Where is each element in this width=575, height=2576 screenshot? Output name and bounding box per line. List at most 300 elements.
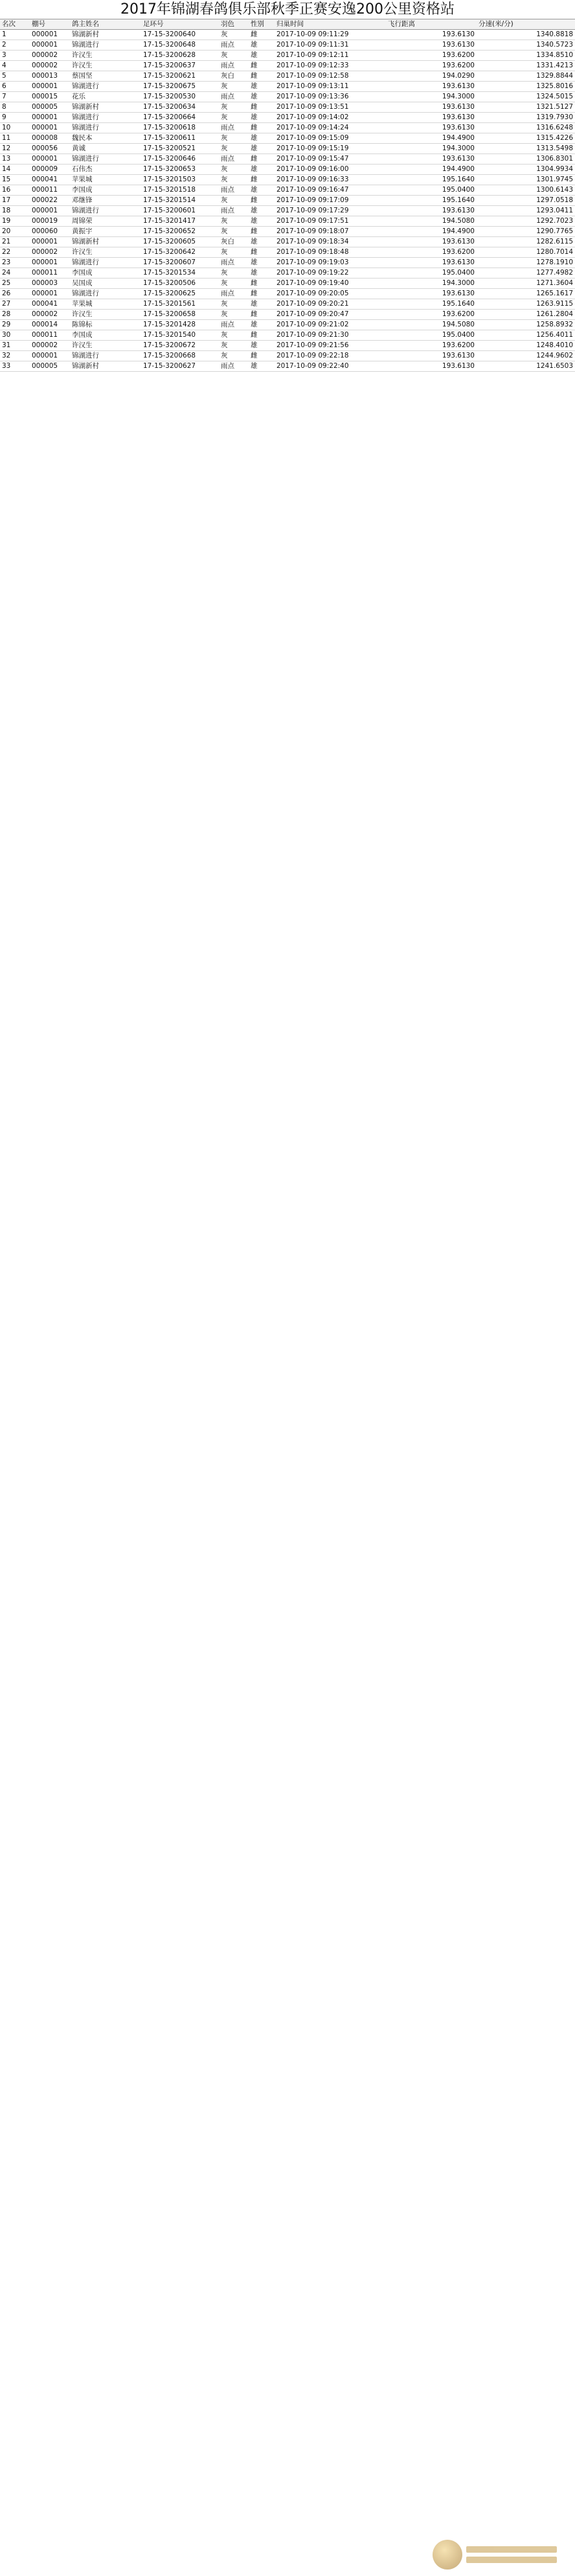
table-cell: 1340.5723	[477, 40, 575, 51]
table-cell: 000001	[30, 237, 70, 247]
table-row	[0, 310, 575, 320]
table-cell: 灰	[219, 30, 249, 40]
table-cell: 2017-10-09 09:16:47	[275, 185, 386, 196]
table-cell: 灰	[219, 330, 249, 341]
table-cell: 000002	[30, 341, 70, 351]
table-cell: 灰	[219, 51, 249, 61]
table-cell: 灰	[219, 165, 249, 175]
table-cell: 雨点	[219, 361, 249, 372]
table-cell: 26	[0, 289, 30, 299]
table-cell: 193.6130	[386, 30, 477, 40]
table-cell: 许汉生	[70, 61, 141, 71]
table-cell: 18	[0, 206, 30, 216]
table-cell: 1301.9745	[477, 175, 575, 185]
table-cell: 1292.7023	[477, 216, 575, 227]
table-cell: 雌	[249, 196, 275, 206]
table-cell: 雄	[249, 113, 275, 123]
table-cell: 193.6200	[386, 51, 477, 61]
table-cell: 9	[0, 113, 30, 123]
table-cell: 000002	[30, 247, 70, 258]
table-cell: 锦湖新村	[70, 237, 141, 247]
table-cell: 000005	[30, 361, 70, 372]
table-cell: 雨点	[219, 40, 249, 51]
table-cell: 000002	[30, 51, 70, 61]
table-cell: 17-15-3201503	[141, 175, 219, 185]
column-header: 鸽主姓名	[70, 19, 141, 30]
table-cell: 12	[0, 144, 30, 154]
table-cell: 李国成	[70, 330, 141, 341]
table-cell: 灰	[219, 268, 249, 279]
table-cell: 1280.7014	[477, 247, 575, 258]
table-cell: 000041	[30, 299, 70, 310]
table-cell: 17-15-3200668	[141, 351, 219, 361]
table-cell: 16	[0, 185, 30, 196]
table-cell: 193.6130	[386, 113, 477, 123]
table-cell: 周锦荣	[70, 216, 141, 227]
table-cell: 1331.4213	[477, 61, 575, 71]
table-cell: 灰	[219, 227, 249, 237]
table-cell: 17-15-3200618	[141, 123, 219, 133]
table-cell: 灰	[219, 82, 249, 92]
table-cell: 雌	[249, 289, 275, 299]
table-cell: 2017-10-09 09:11:31	[275, 40, 386, 51]
table-cell: 许汉生	[70, 341, 141, 351]
table-cell: 1316.6248	[477, 123, 575, 133]
page-title: 2017年锦湖春鸽俱乐部秋季正赛安逸200公里资格站	[0, 0, 575, 19]
table-cell: 17-15-3200637	[141, 61, 219, 71]
table-cell: 1282.6115	[477, 237, 575, 247]
table-cell: 000001	[30, 123, 70, 133]
table-cell: 石伟杰	[70, 165, 141, 175]
table-cell: 雄	[249, 258, 275, 268]
table-cell: 灰	[219, 102, 249, 113]
table-row	[0, 351, 575, 361]
column-header: 归巢时间	[275, 19, 386, 30]
table-cell: 锦湖进行	[70, 82, 141, 92]
table-cell: 1258.8932	[477, 320, 575, 330]
table-cell: 6	[0, 82, 30, 92]
table-cell: 灰	[219, 247, 249, 258]
table-row	[0, 185, 575, 196]
table-cell: 雌	[249, 330, 275, 341]
table-cell: 17-15-3200658	[141, 310, 219, 320]
table-cell: 雄	[249, 40, 275, 51]
table-cell: 195.0400	[386, 268, 477, 279]
table-cell: 2017-10-09 09:12:58	[275, 71, 386, 82]
table-cell: 2017-10-09 09:21:02	[275, 320, 386, 330]
table-cell: 17-15-3200640	[141, 30, 219, 40]
table-cell: 雨点	[219, 154, 249, 165]
table-cell: 193.6200	[386, 341, 477, 351]
table-cell: 2017-10-09 09:22:40	[275, 361, 386, 372]
table-header	[0, 19, 575, 30]
table-cell: 23	[0, 258, 30, 268]
table-cell: 锦湖进行	[70, 123, 141, 133]
table-row	[0, 227, 575, 237]
table-cell: 000001	[30, 289, 70, 299]
table-cell: 15	[0, 175, 30, 185]
table-cell: 193.6130	[386, 361, 477, 372]
watermark-text	[466, 2546, 557, 2563]
table-cell: 10	[0, 123, 30, 133]
table-cell: 13	[0, 154, 30, 165]
table-cell: 2017-10-09 09:16:33	[275, 175, 386, 185]
table-cell: 17-15-3200625	[141, 289, 219, 299]
table-row	[0, 341, 575, 351]
table-cell: 灰	[219, 216, 249, 227]
table-cell: 195.0400	[386, 330, 477, 341]
table-cell: 193.6130	[386, 82, 477, 92]
table-cell: 17-15-3200648	[141, 40, 219, 51]
table-cell: 000041	[30, 175, 70, 185]
table-cell: 灰	[219, 310, 249, 320]
table-cell: 雄	[249, 341, 275, 351]
column-header: 羽色	[219, 19, 249, 30]
table-cell: 2017-10-09 09:22:18	[275, 351, 386, 361]
table-row	[0, 113, 575, 123]
table-cell: 1261.2804	[477, 310, 575, 320]
table-cell: 雄	[249, 320, 275, 330]
table-cell: 雄	[249, 299, 275, 310]
column-header: 棚号	[30, 19, 70, 30]
table-cell: 194.3000	[386, 279, 477, 289]
table-cell: 2017-10-09 09:21:56	[275, 341, 386, 351]
table-cell: 2017-10-09 09:20:21	[275, 299, 386, 310]
table-row	[0, 123, 575, 133]
table-cell: 17-15-3200521	[141, 144, 219, 154]
table-cell: 000060	[30, 227, 70, 237]
table-row	[0, 320, 575, 330]
table-cell: 17-15-3200675	[141, 82, 219, 92]
table-cell: 2017-10-09 09:17:51	[275, 216, 386, 227]
table-cell: 000001	[30, 113, 70, 123]
table-row	[0, 61, 575, 71]
table-cell: 2017-10-09 09:18:34	[275, 237, 386, 247]
table-cell: 许汉生	[70, 51, 141, 61]
table-cell: 32	[0, 351, 30, 361]
table-cell: 雄	[249, 268, 275, 279]
table-cell: 1340.8818	[477, 30, 575, 40]
table-cell: 193.6130	[386, 154, 477, 165]
table-cell: 黄诚	[70, 144, 141, 154]
table-cell: 000008	[30, 133, 70, 144]
table-cell: 17-15-3200530	[141, 92, 219, 102]
table-cell: 魏民本	[70, 133, 141, 144]
table-cell: 李国成	[70, 185, 141, 196]
table-cell: 000001	[30, 206, 70, 216]
table-cell: 2017-10-09 09:14:02	[275, 113, 386, 123]
table-cell: 雨点	[219, 289, 249, 299]
table-cell: 灰白	[219, 237, 249, 247]
table-cell: 25	[0, 279, 30, 289]
table-cell: 2017-10-09 09:13:11	[275, 82, 386, 92]
table-cell: 17-15-3201518	[141, 185, 219, 196]
table-row	[0, 330, 575, 341]
table-cell: 2017-10-09 09:12:33	[275, 61, 386, 71]
table-cell: 雨点	[219, 185, 249, 196]
column-header: 名次	[0, 19, 30, 30]
table-cell: 17-15-3200672	[141, 341, 219, 351]
table-cell: 雄	[249, 216, 275, 227]
table-cell: 194.3000	[386, 92, 477, 102]
table-cell: 17-15-3200642	[141, 247, 219, 258]
table-cell: 雄	[249, 82, 275, 92]
table-cell: 193.6200	[386, 247, 477, 258]
table-cell: 193.6200	[386, 61, 477, 71]
table-row	[0, 40, 575, 51]
table-row	[0, 71, 575, 82]
table-cell: 雨点	[219, 123, 249, 133]
table-cell: 193.6130	[386, 40, 477, 51]
table-cell: 雄	[249, 51, 275, 61]
table-cell: 11	[0, 133, 30, 144]
table-cell: 蔡国坚	[70, 71, 141, 82]
table-cell: 000001	[30, 351, 70, 361]
table-cell: 灰	[219, 351, 249, 361]
table-cell: 20	[0, 227, 30, 237]
table-cell: 000056	[30, 144, 70, 154]
table-row	[0, 165, 575, 175]
table-cell: 7	[0, 92, 30, 102]
table-cell: 2017-10-09 09:13:36	[275, 92, 386, 102]
table-cell: 193.6130	[386, 237, 477, 247]
table-cell: 000001	[30, 258, 70, 268]
table-cell: 29	[0, 320, 30, 330]
table-cell: 灰	[219, 113, 249, 123]
table-cell: 000014	[30, 320, 70, 330]
table-cell: 1319.7930	[477, 113, 575, 123]
table-cell: 17-15-3200653	[141, 165, 219, 175]
table-cell: 灰	[219, 144, 249, 154]
table-cell: 4	[0, 61, 30, 71]
column-header: 飞行距离	[386, 19, 477, 30]
table-cell: 灰	[219, 279, 249, 289]
table-cell: 锦湖进行	[70, 351, 141, 361]
table-cell: 雄	[249, 165, 275, 175]
table-cell: 灰白	[219, 71, 249, 82]
table-cell: 雄	[249, 144, 275, 154]
table-cell: 17-15-3200607	[141, 258, 219, 268]
table-cell: 194.3000	[386, 144, 477, 154]
table-row	[0, 51, 575, 61]
table-cell: 194.4900	[386, 227, 477, 237]
table-cell: 193.6130	[386, 289, 477, 299]
table-body	[0, 30, 575, 372]
table-cell: 2017-10-09 09:13:51	[275, 102, 386, 113]
table-row	[0, 154, 575, 165]
table-cell: 锦湖进行	[70, 289, 141, 299]
table-cell: 5	[0, 71, 30, 82]
table-cell: 锦湖进行	[70, 258, 141, 268]
table-cell: 1304.9934	[477, 165, 575, 175]
table-cell: 1278.1910	[477, 258, 575, 268]
table-cell: 33	[0, 361, 30, 372]
table-cell: 许汉生	[70, 247, 141, 258]
table-cell: 193.6130	[386, 258, 477, 268]
table-cell: 000011	[30, 185, 70, 196]
table-cell: 17-15-3200605	[141, 237, 219, 247]
table-cell: 17-15-3200506	[141, 279, 219, 289]
table-cell: 雄	[249, 361, 275, 372]
table-cell: 2017-10-09 09:20:47	[275, 310, 386, 320]
table-cell: 000019	[30, 216, 70, 227]
table-cell: 陈锦标	[70, 320, 141, 330]
table-cell: 195.1640	[386, 196, 477, 206]
table-cell: 1313.5498	[477, 144, 575, 154]
table-cell: 17-15-3200634	[141, 102, 219, 113]
table-row	[0, 92, 575, 102]
table-row	[0, 144, 575, 154]
table-cell: 000022	[30, 196, 70, 206]
table-cell: 1241.6503	[477, 361, 575, 372]
table-cell: 灰	[219, 341, 249, 351]
table-cell: 24	[0, 268, 30, 279]
table-cell: 雄	[249, 185, 275, 196]
table-cell: 193.6130	[386, 206, 477, 216]
table-cell: 2017-10-09 09:19:03	[275, 258, 386, 268]
table-cell: 3	[0, 51, 30, 61]
table-cell: 14	[0, 165, 30, 175]
table-cell: 1324.5015	[477, 92, 575, 102]
table-cell: 锦湖进行	[70, 40, 141, 51]
table-cell: 17-15-3200611	[141, 133, 219, 144]
table-cell: 28	[0, 310, 30, 320]
table-row	[0, 247, 575, 258]
logo-icon	[433, 2540, 462, 2570]
table-cell: 李国成	[70, 268, 141, 279]
table-row	[0, 196, 575, 206]
table-cell: 苹果城	[70, 299, 141, 310]
table-row	[0, 361, 575, 372]
table-cell: 194.4900	[386, 165, 477, 175]
table-row	[0, 299, 575, 310]
table-cell: 19	[0, 216, 30, 227]
table-cell: 22	[0, 247, 30, 258]
table-cell: 雌	[249, 175, 275, 185]
table-row	[0, 206, 575, 216]
table-cell: 灰	[219, 299, 249, 310]
table-cell: 17-15-3201561	[141, 299, 219, 310]
table-cell: 2017-10-09 09:19:22	[275, 268, 386, 279]
table-cell: 17-15-3201534	[141, 268, 219, 279]
table-cell: 锦湖进行	[70, 113, 141, 123]
table-cell: 雌	[249, 30, 275, 40]
table-cell: 2017-10-09 09:18:48	[275, 247, 386, 258]
table-cell: 雌	[249, 61, 275, 71]
table-cell: 雄	[249, 133, 275, 144]
table-row	[0, 258, 575, 268]
table-cell: 花乐	[70, 92, 141, 102]
table-cell: 雄	[249, 237, 275, 247]
table-cell: 17-15-3201428	[141, 320, 219, 330]
table-cell: 27	[0, 299, 30, 310]
table-cell: 193.6130	[386, 123, 477, 133]
table-row	[0, 175, 575, 185]
results-table	[0, 19, 575, 372]
table-cell: 194.5080	[386, 216, 477, 227]
table-cell: 雨点	[219, 206, 249, 216]
table-cell: 锦湖进行	[70, 206, 141, 216]
table-cell: 锦湖新村	[70, 102, 141, 113]
table-cell: 000011	[30, 268, 70, 279]
table-cell: 17-15-3201417	[141, 216, 219, 227]
table-cell: 8	[0, 102, 30, 113]
table-cell: 17-15-3201514	[141, 196, 219, 206]
table-row	[0, 216, 575, 227]
table-cell: 000001	[30, 40, 70, 51]
table-cell: 雌	[249, 310, 275, 320]
table-cell: 1265.1617	[477, 289, 575, 299]
table-cell: 17-15-3200628	[141, 51, 219, 61]
table-cell: 31	[0, 341, 30, 351]
table-row	[0, 268, 575, 279]
table-cell: 2017-10-09 09:19:40	[275, 279, 386, 289]
table-cell: 21	[0, 237, 30, 247]
table-cell: 1300.6143	[477, 185, 575, 196]
table-cell: 1306.8301	[477, 154, 575, 165]
table-row	[0, 82, 575, 92]
table-cell: 1297.0518	[477, 196, 575, 206]
table-cell: 2	[0, 40, 30, 51]
table-cell: 17-15-3200664	[141, 113, 219, 123]
table-cell: 000001	[30, 30, 70, 40]
table-cell: 1271.3604	[477, 279, 575, 289]
table-cell: 1325.8016	[477, 82, 575, 92]
table-cell: 1248.4010	[477, 341, 575, 351]
table-cell: 17	[0, 196, 30, 206]
table-cell: 灰	[219, 175, 249, 185]
table-cell: 17-15-3200621	[141, 71, 219, 82]
table-cell: 1256.4011	[477, 330, 575, 341]
table-cell: 锦湖新村	[70, 361, 141, 372]
table-cell: 雌	[249, 71, 275, 82]
table-cell: 1293.0411	[477, 206, 575, 216]
table-cell: 000013	[30, 71, 70, 82]
table-cell: 1329.8844	[477, 71, 575, 82]
table-cell: 2017-10-09 09:18:07	[275, 227, 386, 237]
table-cell: 17-15-3201540	[141, 330, 219, 341]
table-cell: 2017-10-09 09:12:11	[275, 51, 386, 61]
table-cell: 17-15-3200646	[141, 154, 219, 165]
table-cell: 000003	[30, 279, 70, 289]
table-cell: 许汉生	[70, 310, 141, 320]
table-cell: 灰	[219, 133, 249, 144]
table-row	[0, 237, 575, 247]
table-cell: 2017-10-09 09:15:09	[275, 133, 386, 144]
table-cell: 194.5080	[386, 320, 477, 330]
column-header: 分速(米/分)	[477, 19, 575, 30]
table-cell: 000005	[30, 102, 70, 113]
table-cell: 195.0400	[386, 185, 477, 196]
table-cell: 1290.7765	[477, 227, 575, 237]
table-cell: 雄	[249, 92, 275, 102]
table-cell: 1321.5127	[477, 102, 575, 113]
table-cell: 193.6200	[386, 310, 477, 320]
column-header: 性别	[249, 19, 275, 30]
table-cell: 雨点	[219, 92, 249, 102]
table-cell: 雌	[249, 227, 275, 237]
table-cell: 2017-10-09 09:14:24	[275, 123, 386, 133]
table-cell: 雨点	[219, 258, 249, 268]
table-cell: 黄振宇	[70, 227, 141, 237]
table-cell: 194.0290	[386, 71, 477, 82]
table-cell: 2017-10-09 09:16:00	[275, 165, 386, 175]
table-cell: 000015	[30, 92, 70, 102]
table-cell: 000011	[30, 330, 70, 341]
table-cell: 灰	[219, 196, 249, 206]
table-row	[0, 133, 575, 144]
watermark-logo	[433, 2540, 569, 2570]
